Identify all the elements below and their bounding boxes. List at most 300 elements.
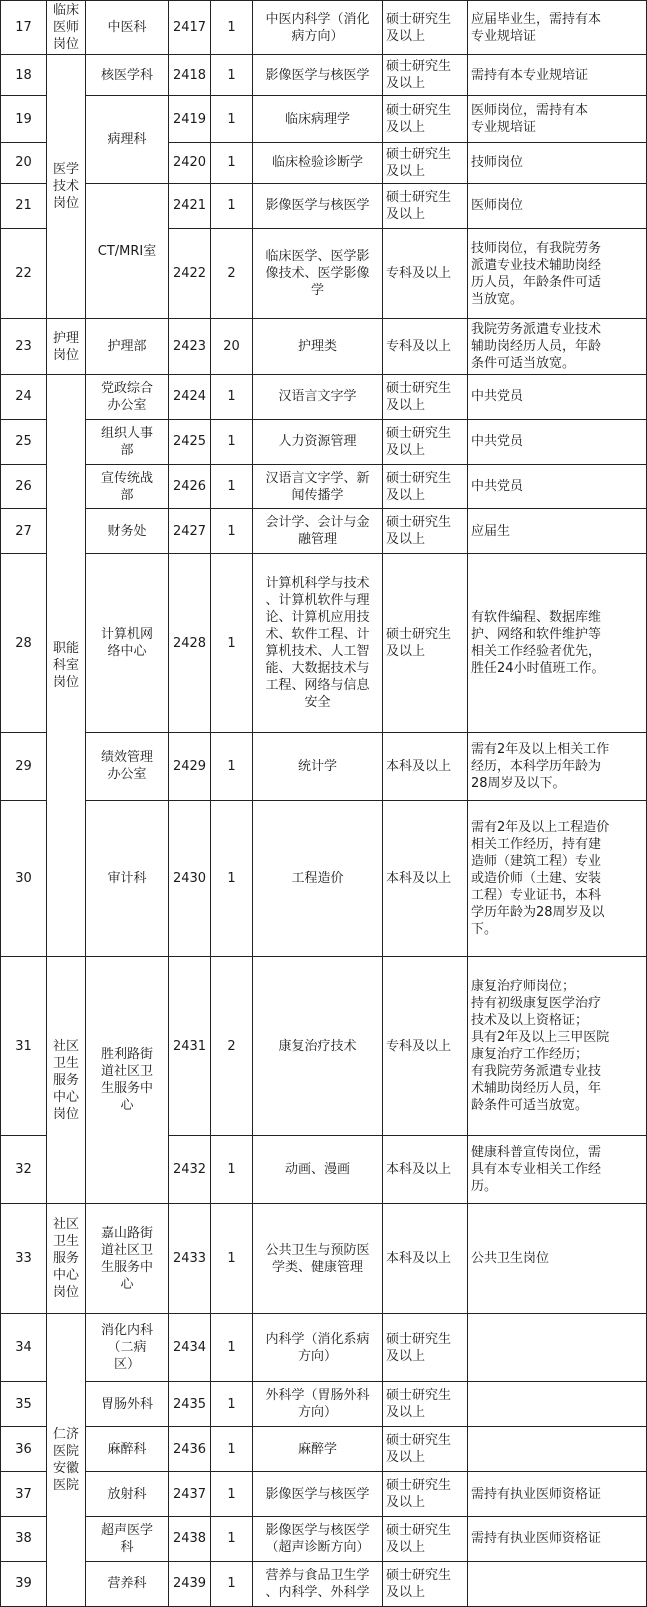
text-line: 办公室 — [107, 767, 147, 783]
no-cell: 34 — [1, 1314, 47, 1382]
text-line: 及以上 — [386, 397, 426, 413]
text-line: 历人员，年龄条件可适 — [471, 274, 602, 290]
text-line: 辅助岗经历人员，年龄 — [471, 339, 602, 355]
req-cell — [468, 1314, 647, 1382]
text-line: 本科及以上 — [386, 1251, 452, 1267]
text-line: 宣传统战 — [100, 470, 153, 486]
text-line: 病方向） — [291, 28, 344, 44]
text-line: 专科及以上 — [386, 339, 452, 355]
text-line: 社区 — [52, 1217, 79, 1233]
text-line: 术、软件工程、计 — [265, 627, 370, 643]
text-line: 方向） — [297, 1348, 337, 1364]
text-line: 党政综合 — [100, 380, 153, 396]
count-cell: 2 — [211, 228, 253, 319]
text-line: 像技术、医学影像 — [265, 266, 370, 282]
count-cell: 1 — [211, 554, 253, 733]
text-line: 中共党员 — [471, 479, 524, 494]
edu-cell — [383, 419, 468, 464]
text-line: 本科及以上 — [386, 758, 452, 774]
req-cell — [468, 1, 647, 55]
edu-cell — [383, 1382, 468, 1427]
edu-cell — [383, 374, 468, 419]
count-cell: 1 — [211, 374, 253, 419]
req-cell — [468, 732, 647, 800]
text-line: 心 — [120, 1276, 134, 1292]
text-line: 需有2年及以上相关工作 — [471, 741, 610, 757]
edu-cell — [383, 183, 468, 228]
text-line: 卫生 — [52, 1234, 79, 1250]
no-cell: 32 — [1, 1135, 47, 1203]
text-line: 部 — [120, 442, 134, 458]
text-line: 营养与食品卫生学 — [265, 1567, 370, 1583]
text-line: 下。 — [471, 922, 498, 938]
code-cell: 2420 — [169, 143, 211, 184]
text-line: 硕士研究生 — [386, 189, 452, 205]
major-cell — [253, 1135, 383, 1203]
dept-cell — [86, 419, 169, 464]
text-line: 及以上 — [386, 120, 426, 135]
text-line: （超声诊断方向） — [265, 1539, 370, 1555]
text-line: 硕士研究生 — [386, 11, 452, 27]
no-cell: 38 — [1, 1516, 47, 1561]
code-cell: 2436 — [169, 1427, 211, 1472]
edu-cell — [383, 1203, 468, 1314]
text-line: 络中心 — [107, 644, 147, 660]
text-line: 病理科 — [107, 131, 147, 147]
text-line: 临床检验诊断学 — [271, 155, 363, 171]
text-line: 仁济 — [52, 1427, 79, 1443]
no-cell: 28 — [1, 554, 47, 733]
text-line: 方向） — [297, 1405, 337, 1421]
text-line: 康复治疗师岗位； — [471, 979, 576, 995]
text-line: 及以上 — [386, 28, 426, 44]
count-cell: 1 — [211, 509, 253, 554]
no-cell: 26 — [1, 464, 47, 509]
text-line: 融管理 — [297, 532, 337, 548]
text-line: 专业规培证 — [471, 120, 537, 135]
text-line: 区） — [113, 1357, 140, 1373]
text-line: 及以上 — [386, 1584, 426, 1600]
no-cell: 39 — [1, 1561, 47, 1606]
text-line: 相关工作经验者优先， — [471, 644, 602, 660]
text-line: 核医学科 — [100, 67, 153, 83]
text-line: 岗位 — [52, 675, 79, 691]
no-cell: 30 — [1, 800, 47, 957]
dept-cell — [86, 1, 169, 55]
dept-cell — [86, 554, 169, 733]
text-line: 学 — [310, 283, 324, 299]
count-cell: 1 — [211, 55, 253, 96]
text-line: 及以上 — [386, 487, 426, 503]
text-line: 硕士研究生 — [386, 1388, 452, 1404]
count-cell: 1 — [211, 96, 253, 143]
edu-cell — [383, 1, 468, 55]
text-line: 28周岁及以下。 — [471, 775, 566, 791]
text-line: 胜任24小时值班工作。 — [471, 661, 605, 677]
req-cell — [468, 1561, 647, 1606]
text-line: 硕士研究生 — [386, 103, 452, 118]
table-row — [1, 183, 647, 228]
req-cell — [468, 464, 647, 509]
text-line: 技术及以上资格证； — [471, 1013, 589, 1029]
text-line: 生服务中 — [100, 1259, 153, 1275]
req-cell — [468, 183, 647, 228]
major-cell — [253, 1314, 383, 1382]
count-cell: 2 — [211, 957, 253, 1136]
text-line: 历。 — [471, 1178, 498, 1194]
code-cell: 2439 — [169, 1561, 211, 1606]
req-cell — [468, 319, 647, 374]
text-line: 龄条件可适当放宽。 — [471, 1098, 589, 1114]
req-cell — [468, 1472, 647, 1517]
no-cell: 23 — [1, 319, 47, 374]
table-row — [1, 464, 647, 509]
text-line: 岗位 — [52, 37, 79, 53]
text-line: 及以上 — [386, 1348, 426, 1364]
text-line: 护、网络和软件维护等 — [471, 627, 602, 643]
text-line: 工程）专业证书，本科 — [471, 888, 602, 904]
text-line: 及以上 — [386, 76, 426, 92]
major-cell — [253, 554, 383, 733]
text-line: 条件可适当放宽。 — [471, 356, 576, 372]
edu-cell — [383, 1561, 468, 1606]
text-line: 能、大数据技术与 — [265, 661, 370, 677]
text-line: 临床医学、医学影 — [265, 249, 370, 265]
text-line: 计算机网 — [100, 627, 153, 643]
table-row — [1, 1, 647, 55]
text-line: 安徽 — [52, 1461, 79, 1477]
dept-cell — [86, 319, 169, 374]
count-cell: 1 — [211, 800, 253, 957]
text-line: 硕士研究生 — [386, 515, 452, 531]
table-row — [1, 509, 647, 554]
text-line: 职能 — [52, 641, 79, 657]
code-cell: 2421 — [169, 183, 211, 228]
text-line: 有软件编程、数据库维 — [471, 610, 602, 626]
major-cell — [253, 1516, 383, 1561]
text-line: CT/MRI室 — [97, 243, 157, 259]
text-line: 胃肠外科 — [100, 1396, 153, 1412]
major-cell — [253, 96, 383, 143]
text-line: 计算机科学与技术 — [265, 576, 370, 592]
dept-cell — [86, 800, 169, 957]
text-line: 临床 — [52, 3, 79, 19]
text-line: 健康科普宣传岗位，需 — [471, 1144, 602, 1160]
text-line: 派遣专业技术辅助岗经 — [471, 257, 602, 273]
edu-cell — [383, 143, 468, 184]
text-line: 护理类 — [297, 339, 337, 355]
text-line: 持有初级康复医学治疗 — [471, 996, 602, 1012]
category-cell — [47, 1203, 86, 1314]
text-line: 需有2年及以上工程造价 — [471, 820, 610, 836]
major-cell — [253, 509, 383, 554]
table-row — [1, 1561, 647, 1606]
dept-cell — [86, 732, 169, 800]
count-cell: 1 — [211, 143, 253, 184]
count-cell: 1 — [211, 1, 253, 55]
count-cell: 1 — [211, 1472, 253, 1517]
text-line: 动画、漫画 — [284, 1161, 350, 1177]
text-line: 术辅助岗经历人员，年 — [471, 1081, 602, 1097]
no-cell: 17 — [1, 1, 47, 55]
req-cell — [468, 143, 647, 184]
text-line: 社区 — [52, 1038, 79, 1054]
text-line: 经历，本科学历年龄为 — [471, 758, 602, 774]
text-line: 需持有执业医师资格证 — [471, 1486, 602, 1502]
major-cell — [253, 1427, 383, 1472]
text-line: 技术 — [52, 179, 79, 195]
code-cell: 2418 — [169, 55, 211, 96]
major-cell — [253, 464, 383, 509]
text-line: 工程、网络与信息 — [265, 678, 370, 694]
text-line: 专科及以上 — [386, 266, 452, 282]
text-line: 相关工作经历，持有建 — [471, 837, 602, 853]
text-line: 营养科 — [107, 1576, 147, 1592]
dept-cell — [86, 1314, 169, 1382]
major-cell — [253, 732, 383, 800]
text-line: 及以上 — [386, 163, 426, 179]
text-line: 康复治疗工作经历； — [471, 1047, 589, 1063]
category-cell — [47, 1314, 86, 1607]
req-cell — [468, 1516, 647, 1561]
text-line: 中共党员 — [471, 389, 524, 405]
no-cell: 35 — [1, 1382, 47, 1427]
req-cell — [468, 800, 647, 957]
text-line: 公共卫生岗位 — [471, 1251, 550, 1267]
text-line: 、内科学、外科学 — [265, 1584, 370, 1600]
text-line: 康复治疗技术 — [278, 1038, 357, 1054]
edu-cell — [383, 96, 468, 143]
text-line: 医学 — [52, 162, 79, 178]
code-cell: 2426 — [169, 464, 211, 509]
text-line: 、计算机软件与理 — [265, 593, 370, 609]
text-line: 学类、健康管理 — [271, 1259, 363, 1275]
code-cell: 2427 — [169, 509, 211, 554]
no-cell: 18 — [1, 55, 47, 96]
text-line: 及以上 — [386, 532, 426, 548]
no-cell: 27 — [1, 509, 47, 554]
edu-cell — [383, 800, 468, 957]
text-line: 服务 — [52, 1072, 79, 1088]
code-cell: 2425 — [169, 419, 211, 464]
code-cell: 2438 — [169, 1516, 211, 1561]
major-cell — [253, 1382, 383, 1427]
text-line: 中共党员 — [471, 434, 524, 450]
code-cell: 2422 — [169, 228, 211, 319]
req-cell — [468, 957, 647, 1136]
count-cell: 20 — [211, 319, 253, 374]
text-line: 硕士研究生 — [386, 1433, 452, 1449]
no-cell: 20 — [1, 143, 47, 184]
req-cell — [468, 419, 647, 464]
text-line: 岗位 — [52, 1285, 79, 1301]
text-line: 岗位 — [52, 196, 79, 212]
text-line: 嘉山路街 — [100, 1225, 153, 1241]
text-line: 办公室 — [107, 397, 147, 413]
text-line: 服务 — [52, 1251, 79, 1267]
text-line: 放射科 — [107, 1486, 147, 1502]
table-row — [1, 96, 647, 143]
major-cell — [253, 957, 383, 1136]
code-cell: 2419 — [169, 96, 211, 143]
count-cell: 1 — [211, 1382, 253, 1427]
text-line: 影像医学与核医学 — [265, 67, 370, 83]
text-line: 硕士研究生 — [386, 146, 452, 162]
text-line: 卫生 — [52, 1055, 79, 1071]
edu-cell — [383, 55, 468, 96]
code-cell: 2430 — [169, 800, 211, 957]
edu-cell — [383, 957, 468, 1136]
major-cell — [253, 1561, 383, 1606]
major-cell — [253, 319, 383, 374]
major-cell — [253, 143, 383, 184]
table-body — [1, 1, 647, 1607]
text-line: 硕士研究生 — [386, 1522, 452, 1538]
table-row — [1, 1382, 647, 1427]
text-line: 需持有执业医师资格证 — [471, 1531, 602, 1547]
major-cell — [253, 183, 383, 228]
text-line: 应届毕业生，需持有本 — [471, 11, 602, 27]
text-line: 硕士研究生 — [386, 1331, 452, 1347]
text-line: 及以上 — [386, 1539, 426, 1555]
req-cell — [468, 1135, 647, 1203]
dept-cell — [86, 55, 169, 96]
req-cell — [468, 228, 647, 319]
text-line: 心 — [120, 1098, 134, 1114]
no-cell: 22 — [1, 228, 47, 319]
table-row — [1, 957, 647, 1136]
dept-cell — [86, 509, 169, 554]
text-line: 硕士研究生 — [386, 1478, 452, 1494]
text-line: 及以上 — [386, 1450, 426, 1466]
major-cell — [253, 228, 383, 319]
text-line: 应届生 — [471, 523, 511, 539]
text-line: 造师（建筑工程）专业 — [471, 854, 602, 870]
table-row — [1, 419, 647, 464]
text-line: 中医科 — [107, 20, 147, 36]
code-cell: 2431 — [169, 957, 211, 1136]
text-line: 我院劳务派遣专业技术 — [471, 322, 602, 338]
text-line: 财务处 — [107, 523, 147, 539]
text-line: 工程造价 — [291, 871, 344, 887]
text-line: 统计学 — [297, 758, 337, 774]
category-cell — [47, 55, 86, 319]
req-cell — [468, 509, 647, 554]
text-line: 医院 — [52, 1444, 79, 1460]
table-row — [1, 1516, 647, 1561]
text-line: 安全 — [304, 695, 331, 711]
text-line: 具有2年及以上三甲医院 — [471, 1030, 610, 1046]
text-line: 绩效管理 — [100, 750, 153, 766]
code-cell: 2433 — [169, 1203, 211, 1314]
edu-cell — [383, 319, 468, 374]
text-line: 医院 — [52, 1478, 79, 1494]
major-cell — [253, 374, 383, 419]
text-line: 及以上 — [386, 1405, 426, 1421]
edu-cell — [383, 1427, 468, 1472]
major-cell — [253, 1472, 383, 1517]
text-line: 专业规培证 — [471, 28, 537, 44]
text-line: 硕士研究生 — [386, 59, 452, 75]
code-cell: 2432 — [169, 1135, 211, 1203]
req-cell — [468, 1427, 647, 1472]
category-cell — [47, 1, 86, 55]
text-line: 本科及以上 — [386, 871, 452, 887]
req-cell — [468, 374, 647, 419]
no-cell: 24 — [1, 374, 47, 419]
category-cell — [47, 319, 86, 374]
text-line: 护理 — [52, 330, 79, 346]
dept-cell — [86, 1516, 169, 1561]
dept-cell — [86, 1427, 169, 1472]
text-line: 算机技术、人工智 — [265, 644, 370, 660]
text-line: 麻醉学 — [297, 1441, 337, 1457]
edu-cell — [383, 1516, 468, 1561]
edu-cell — [383, 228, 468, 319]
text-line: 消化内科 — [100, 1323, 153, 1339]
table-row — [1, 1203, 647, 1314]
text-line: 科 — [120, 1539, 134, 1555]
text-line: 人力资源管理 — [278, 434, 357, 450]
table-row — [1, 1427, 647, 1472]
text-line: 及以上 — [386, 644, 426, 660]
text-line: 岗位 — [52, 1106, 79, 1122]
req-cell — [468, 554, 647, 733]
major-cell — [253, 55, 383, 96]
code-cell: 2428 — [169, 554, 211, 733]
req-cell — [468, 1203, 647, 1314]
count-cell: 1 — [211, 1561, 253, 1606]
text-line: 汉语言文字学 — [278, 389, 357, 405]
major-cell — [253, 1203, 383, 1314]
req-cell — [468, 1382, 647, 1427]
no-cell: 31 — [1, 957, 47, 1136]
text-line: 汉语言文字学、新 — [265, 470, 370, 486]
text-line: 组织人事 — [100, 425, 153, 441]
table-row — [1, 732, 647, 800]
text-line: 及以上 — [386, 1495, 426, 1511]
no-cell: 19 — [1, 96, 47, 143]
text-line: 硕士研究生 — [386, 627, 452, 643]
text-line: 外科学（胃肠外科 — [265, 1388, 370, 1404]
count-cell: 1 — [211, 1203, 253, 1314]
count-cell: 1 — [211, 183, 253, 228]
text-line: 中心 — [52, 1089, 79, 1105]
text-line: 硕士研究生 — [386, 1567, 452, 1583]
text-line: 影像医学与核医学 — [265, 198, 370, 214]
code-cell: 2417 — [169, 1, 211, 55]
dept-cell — [86, 1203, 169, 1314]
text-line: 道社区卫 — [100, 1242, 153, 1258]
text-line: 超声医学 — [100, 1522, 153, 1538]
text-line: 医师 — [52, 20, 79, 36]
no-cell: 25 — [1, 419, 47, 464]
text-line: 麻醉科 — [107, 1441, 147, 1457]
no-cell: 29 — [1, 732, 47, 800]
req-cell — [468, 96, 647, 143]
table-row — [1, 1472, 647, 1517]
count-cell: 1 — [211, 419, 253, 464]
count-cell: 1 — [211, 1135, 253, 1203]
text-line: 学历年龄为28周岁及以 — [471, 905, 605, 921]
text-line: 及以上 — [386, 206, 426, 222]
edu-cell — [383, 1314, 468, 1382]
text-line: 或造价师（土建、安装 — [471, 871, 602, 887]
text-line: 专科及以上 — [386, 1038, 452, 1054]
code-cell: 2435 — [169, 1382, 211, 1427]
count-cell: 1 — [211, 464, 253, 509]
req-cell — [468, 55, 647, 96]
